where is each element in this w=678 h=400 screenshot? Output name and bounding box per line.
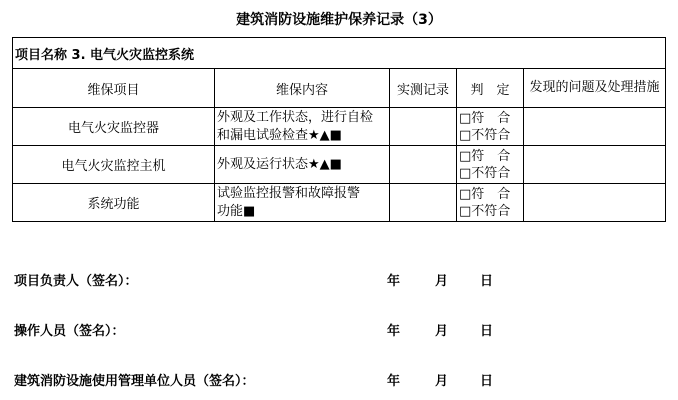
item-cell: 电气火灾监控器 [13, 108, 215, 146]
record-cell[interactable] [390, 108, 457, 146]
signature-management-label: 建筑消防设施使用管理单位人员（签名）： [14, 374, 255, 389]
table-row [13, 108, 666, 146]
header-issue: 发现的问题及处理措施 [524, 69, 666, 108]
date-year: 年 [387, 324, 401, 339]
date-month: 月 [435, 374, 449, 389]
document-title: 建筑消防设施维护保养记录（3） [236, 12, 442, 28]
issue-cell[interactable] [524, 146, 666, 184]
item-cell: 系统功能 [13, 184, 215, 222]
header-record: 实测记录 [390, 69, 457, 108]
maintenance-record-table [12, 37, 666, 222]
judge-fail-checkbox[interactable]: □不符合 [459, 203, 511, 219]
signature-project-leader-label: 项目负责人（签名）： [14, 274, 138, 289]
date-day: 日 [480, 374, 494, 389]
issue-cell[interactable] [524, 184, 666, 222]
date-year: 年 [387, 374, 401, 389]
judge-pass-checkbox[interactable]: □符 合 [459, 110, 511, 126]
judge-pass-checkbox[interactable]: □符 合 [459, 186, 511, 202]
table-header-row [13, 69, 666, 108]
signature-operator-date [387, 320, 493, 339]
record-cell[interactable] [390, 184, 457, 222]
content-cell [215, 108, 390, 146]
date-month: 月 [435, 324, 449, 339]
date-day: 日 [480, 324, 494, 339]
judge-cell [457, 184, 524, 222]
judge-fail-checkbox[interactable]: □不符合 [459, 127, 511, 143]
content-cell [215, 146, 390, 184]
judge-pass-checkbox[interactable]: □符 合 [459, 148, 511, 164]
header-content: 维保内容 [215, 69, 390, 108]
judge-fail-checkbox[interactable]: □不符合 [459, 165, 511, 181]
content-text: 试验监控报警和故障报警 功能■ [217, 185, 361, 219]
project-name-row [13, 38, 666, 69]
date-year: 年 [387, 274, 401, 289]
content-text: 外观及工作状态，进行自检 和漏电试验检查★▲■ [217, 109, 374, 143]
signature-project-leader-date [387, 270, 493, 289]
content-cell [215, 184, 390, 222]
item-cell: 电气火灾监控主机 [13, 146, 215, 184]
header-judge: 判 定 [457, 69, 524, 108]
date-month: 月 [435, 274, 449, 289]
table-row [13, 146, 666, 184]
project-name-cell: 项目名称 3. 电气火灾监控系统 [13, 38, 666, 69]
header-item: 维保项目 [13, 69, 215, 108]
signature-operator-label: 操作人员（签名）： [14, 324, 125, 339]
judge-cell [457, 108, 524, 146]
issue-cell[interactable] [524, 108, 666, 146]
table-row [13, 184, 666, 222]
judge-cell [457, 146, 524, 184]
date-day: 日 [480, 274, 494, 289]
signature-management-date [387, 370, 493, 389]
record-cell[interactable] [390, 146, 457, 184]
content-text: 外观及运行状态★▲■ [217, 156, 342, 172]
